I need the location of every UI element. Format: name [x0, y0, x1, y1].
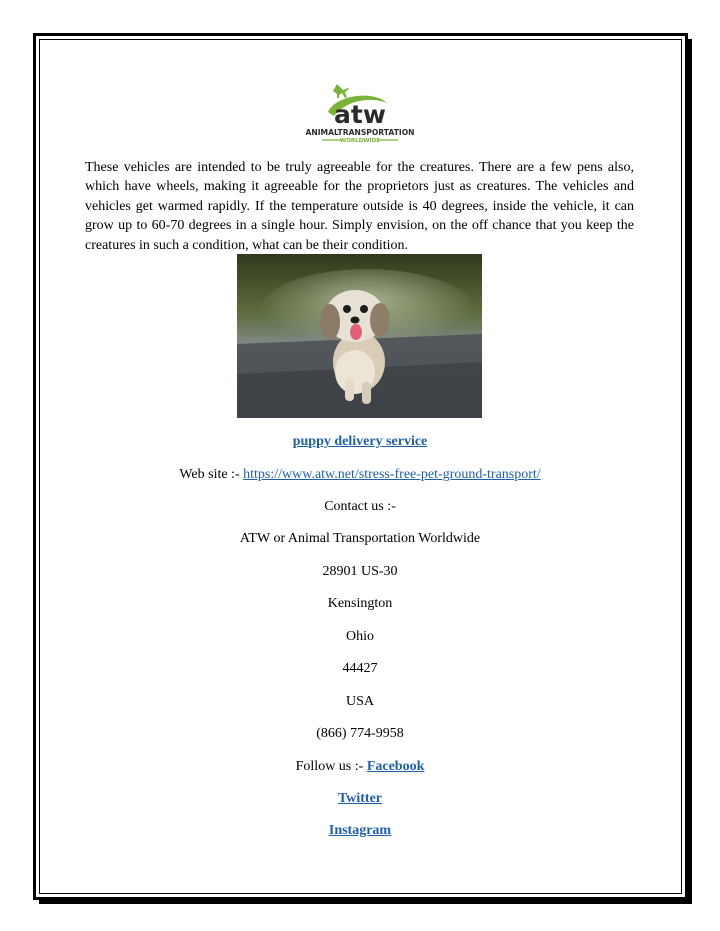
- phone-number: (866) 774-9958: [316, 726, 404, 741]
- website-line: [0, 466, 720, 484]
- logo-mark: atw: [334, 100, 386, 129]
- puppy-delivery-service-link[interactable]: puppy delivery service: [292, 434, 428, 449]
- instagram-link[interactable]: Instagram: [328, 823, 392, 838]
- address-zip: 44427: [342, 661, 378, 676]
- logo-line2: WORLDWIDE: [339, 138, 381, 144]
- website-url-link[interactable]: https://www.atw.net/stress-free-pet-ground-transport/: [243, 467, 541, 482]
- instagram-line: [0, 822, 720, 840]
- contact-heading: Contact us :-: [324, 499, 396, 514]
- twitter-link[interactable]: Twitter: [337, 791, 383, 806]
- address-country: USA: [345, 694, 374, 709]
- service-link-line: [0, 433, 720, 451]
- address-street: 28901 US-30: [322, 564, 398, 579]
- twitter-line: [0, 790, 720, 808]
- body-paragraph: These vehicles are intended to be truly agreeable for the creatures. There are a few pens also, which have wheels, making it agreeable for the proprietors just as creatures. The vehicles and vehicles get warmed rapidly. If the temperature outside is 40 degrees, inside the vehicle, it can grow up to 60-70 degrees in a single hour. Simply envision, on the off chance that you keep the creatures in such a condition, what can be their condition.: [85, 160, 634, 253]
- address-state: Ohio: [346, 629, 374, 644]
- facebook-link[interactable]: Facebook: [366, 759, 425, 774]
- follow-us-line: [0, 758, 720, 776]
- logo-line1: ANIMALTRANSPORTATION: [306, 128, 414, 137]
- dog-photo: [237, 254, 482, 418]
- website-label: Web site :-: [179, 467, 244, 482]
- company-name: ATW or Animal Transportation Worldwide: [239, 531, 481, 546]
- airplane-logo-icon: [306, 82, 414, 148]
- atw-logo: [306, 82, 414, 148]
- follow-us-label: Follow us :-: [295, 759, 367, 774]
- address-city: Kensington: [327, 596, 393, 611]
